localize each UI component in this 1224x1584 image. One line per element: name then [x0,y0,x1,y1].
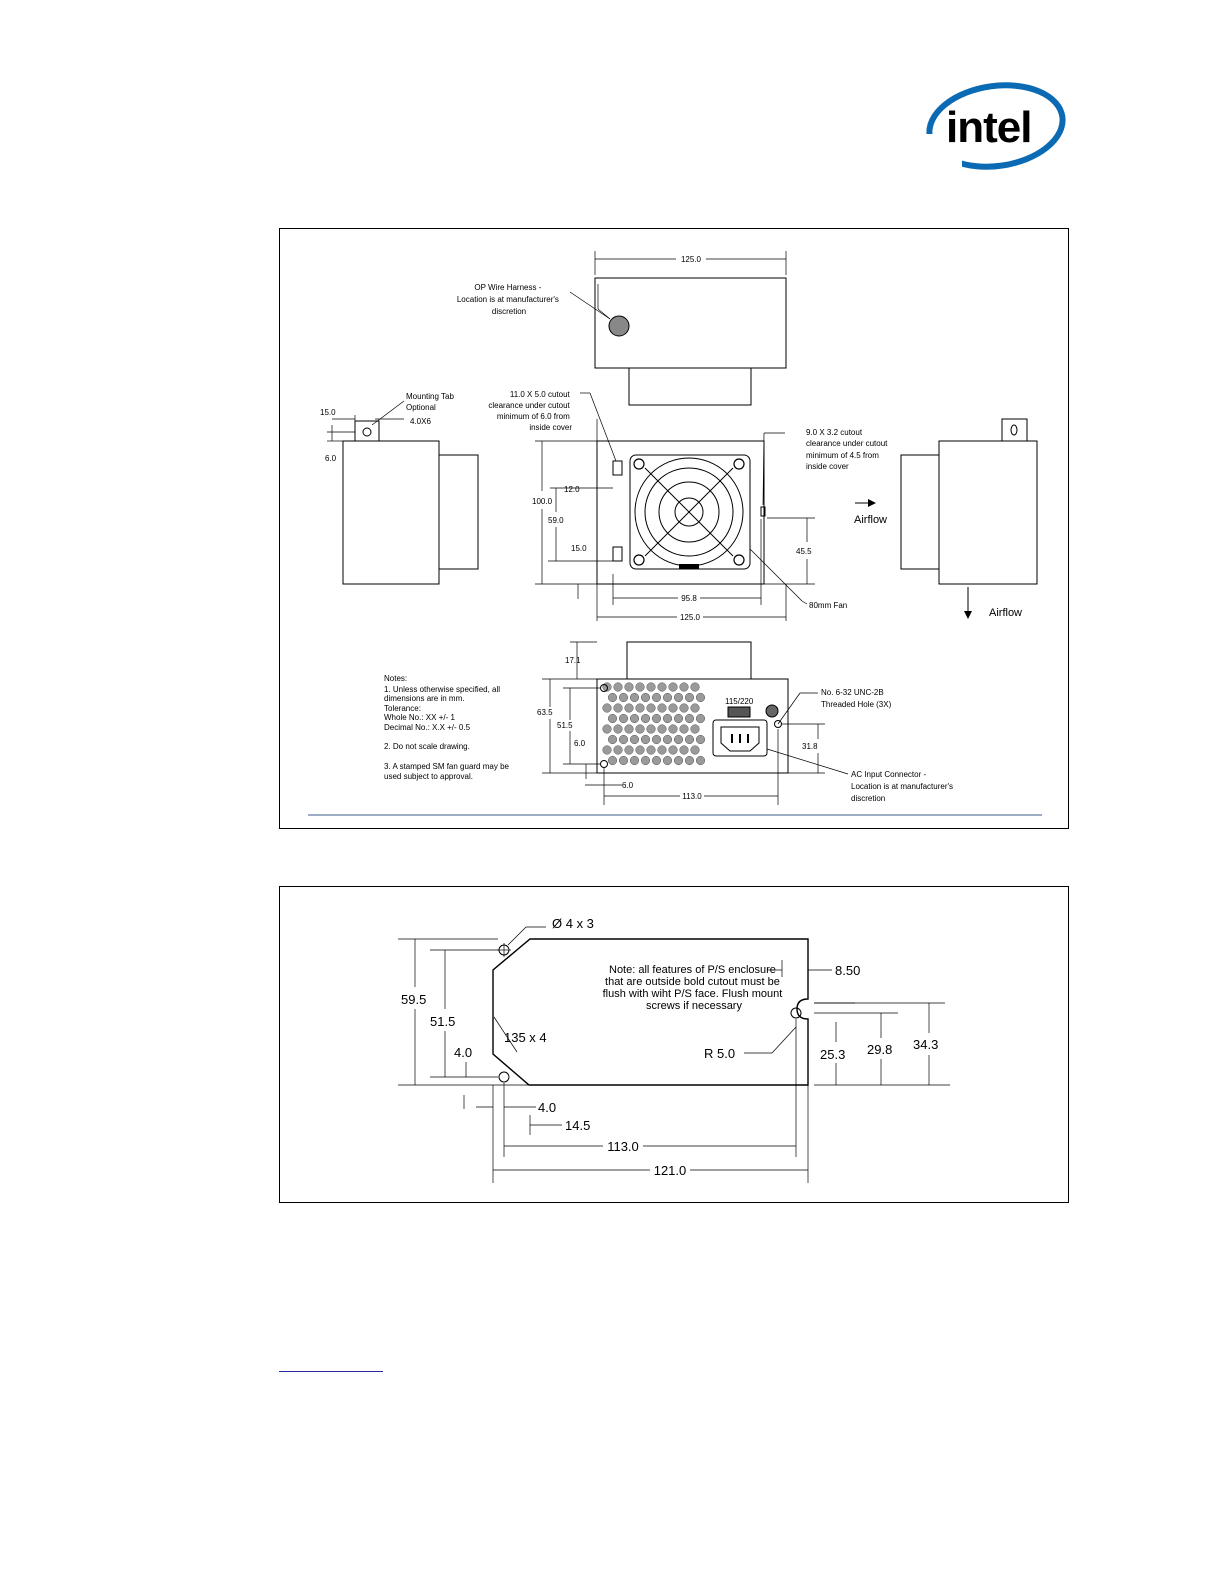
dim-front-15: 15.0 [571,544,587,553]
hole-spec-label: Ø 4 x 3 [552,916,594,931]
vent-hole [663,756,672,765]
dim-front-100: 100.0 [532,497,553,506]
vent-hole [619,693,628,702]
vent-hole [696,735,705,744]
vent-hole [674,735,683,744]
vent-hole [619,714,628,723]
vent-hole [625,725,634,734]
harness-label: OP Wire Harness - Location is at manufacturer's discretion [456,283,559,316]
vent-hole [647,683,656,692]
cutout-outline [493,939,808,1085]
vent-grid [603,683,705,765]
wire-harness-icon [609,316,629,336]
vent-hole [658,725,667,734]
vent-hole [630,693,639,702]
left-side-view [320,392,478,584]
vent-hole [669,683,678,692]
vent-hole [603,725,612,734]
vent-hole [636,725,645,734]
vent-hole [619,756,628,765]
vent-hole [674,693,683,702]
vent-hole [680,746,689,755]
flush-note: Note: all features of P/S enclosure that are outside bold cutout must be flush with wiht P/S face. Flush mount screws if necessary [602,964,783,1012]
intel-logo [922,78,1070,178]
vent-hole [641,756,650,765]
dim-rear-17: 17.1 [565,656,581,665]
dim-rear-6v: 6.0 [574,739,586,748]
vent-hole [663,714,672,723]
vent-hole [641,693,650,702]
vent-hole [630,735,639,744]
dim-51-5: 51.5 [430,1014,456,1029]
dim-25-3: 25.3 [820,1047,846,1062]
vent-hole [658,746,667,755]
vent-hole [614,704,623,713]
vent-hole [696,714,705,723]
vent-hole [641,735,650,744]
dim-front-95: 95.8 [681,594,697,603]
vent-hole [603,746,612,755]
dim-front-45: 45.5 [796,547,812,556]
vent-hole [625,704,634,713]
dim-59-5: 59.5 [401,992,427,1007]
vent-hole [608,735,617,744]
vent-hole [696,693,705,702]
fan-label: 80mm Fan [809,601,848,610]
dim-14-5: 14.5 [565,1118,591,1133]
ac-input-label: AC Input Connector - Location is at manufacturer's discretion [851,770,954,803]
vent-hole [647,704,656,713]
vent-hole [636,683,645,692]
vent-hole [674,714,683,723]
figure-1-frame [279,228,1069,829]
vent-hole [614,746,623,755]
vent-hole [663,693,672,702]
dim-front-12: 12.0 [564,485,580,494]
front-view [488,390,889,622]
footnote-rule [279,1371,383,1372]
vent-hole [669,746,678,755]
vent-hole [619,735,628,744]
mount-hole-bottom [499,1072,509,1082]
dim-29-8: 29.8 [867,1042,893,1057]
vent-hole [652,714,661,723]
vent-hole [614,683,623,692]
airflow-down-label: Airflow [989,607,1023,619]
vent-hole [669,725,678,734]
vent-hole [608,693,617,702]
vent-hole [625,683,634,692]
dim-tab-15: 15.0 [320,408,336,417]
vent-hole [663,735,672,744]
vent-hole [680,725,689,734]
dim-tab-6: 6.0 [325,454,337,463]
voltage-switch [728,707,750,717]
chamfer-label: 135 x 4 [504,1030,547,1045]
vent-hole [608,756,617,765]
tab-hole-label: 4.0X6 [410,417,431,426]
vent-hole [696,756,705,765]
mount-hole-right [791,1008,801,1018]
drawing-notes: Notes: 1. Unless otherwise specified, all dimensions are in mm. Tolerance: Whole No.: XX +/- 1 Decimal No.: X.X +/- 0.5 2. Do not scale drawing. 3. A stamped SM fan guard may be used subject to approval. [384,674,509,781]
dim-4-0-horizontal: 4.0 [538,1100,557,1115]
vent-hole [680,683,689,692]
vent-hole [674,756,683,765]
vent-hole [685,714,694,723]
vent-hole [647,725,656,734]
dim-rear-51: 51.5 [557,721,573,730]
dim-top-width: 125.0 [680,255,702,264]
dim-rear-31: 31.8 [802,742,818,751]
dim-rear-6h: 6.0 [622,781,634,790]
vent-hole [636,704,645,713]
vent-hole [691,683,700,692]
dim-rear-63: 63.5 [537,708,553,717]
vent-hole [641,714,650,723]
dim-113-0: 113.0 [607,1139,639,1154]
radius-label: R 5.0 [704,1046,736,1061]
thread-label: No. 6-32 UNC-2B Threaded Hole (3X) [821,688,892,709]
ac-inlet-icon [713,720,767,756]
vent-hole [630,714,639,723]
vent-hole [652,735,661,744]
cutout-right-label: 9.0 X 3.2 cutout clearance under cutout minimum of 4.5 from inside cover [806,428,888,471]
vent-hole [603,704,612,713]
vent-hole [614,725,623,734]
dim-4-0-vertical: 4.0 [454,1045,473,1060]
airflow-right-label: Airflow [854,514,888,526]
dim-8-50: 8.50 [835,963,861,978]
voltage-label: 115/220 [725,697,754,706]
dim-rear-113: 113.0 [682,792,702,801]
cutout-left-label: 11.0 X 5.0 cutout clearance under cutout minimum of 6.0 from inside cover [488,390,572,432]
vent-hole [669,704,678,713]
top-view [457,251,786,405]
vent-hole [636,746,645,755]
mounting-tab-label: Mounting Tab Optional [406,392,454,412]
vent-hole [691,725,700,734]
logo-text: intel [946,103,1032,152]
vent-hole [652,693,661,702]
vent-hole [691,746,700,755]
vent-hole [625,746,634,755]
dim-121-0: 121.0 [653,1163,687,1178]
vent-hole [691,704,700,713]
vent-hole [685,735,694,744]
vent-hole [680,704,689,713]
ground-screw-icon [766,705,778,717]
vent-hole [685,756,694,765]
vent-hole [658,704,667,713]
rear-view [537,642,955,805]
figure-2-frame [279,886,1069,1203]
vent-hole [658,683,667,692]
vent-hole [630,756,639,765]
dim-front-59: 59.0 [548,516,564,525]
fan-icon [630,455,750,569]
vent-hole [685,693,694,702]
dim-34-3: 34.3 [913,1037,939,1052]
right-side-view [854,419,1037,619]
dim-front-125: 125.0 [679,613,701,622]
vent-hole [647,746,656,755]
vent-hole [608,714,617,723]
vent-hole [652,756,661,765]
